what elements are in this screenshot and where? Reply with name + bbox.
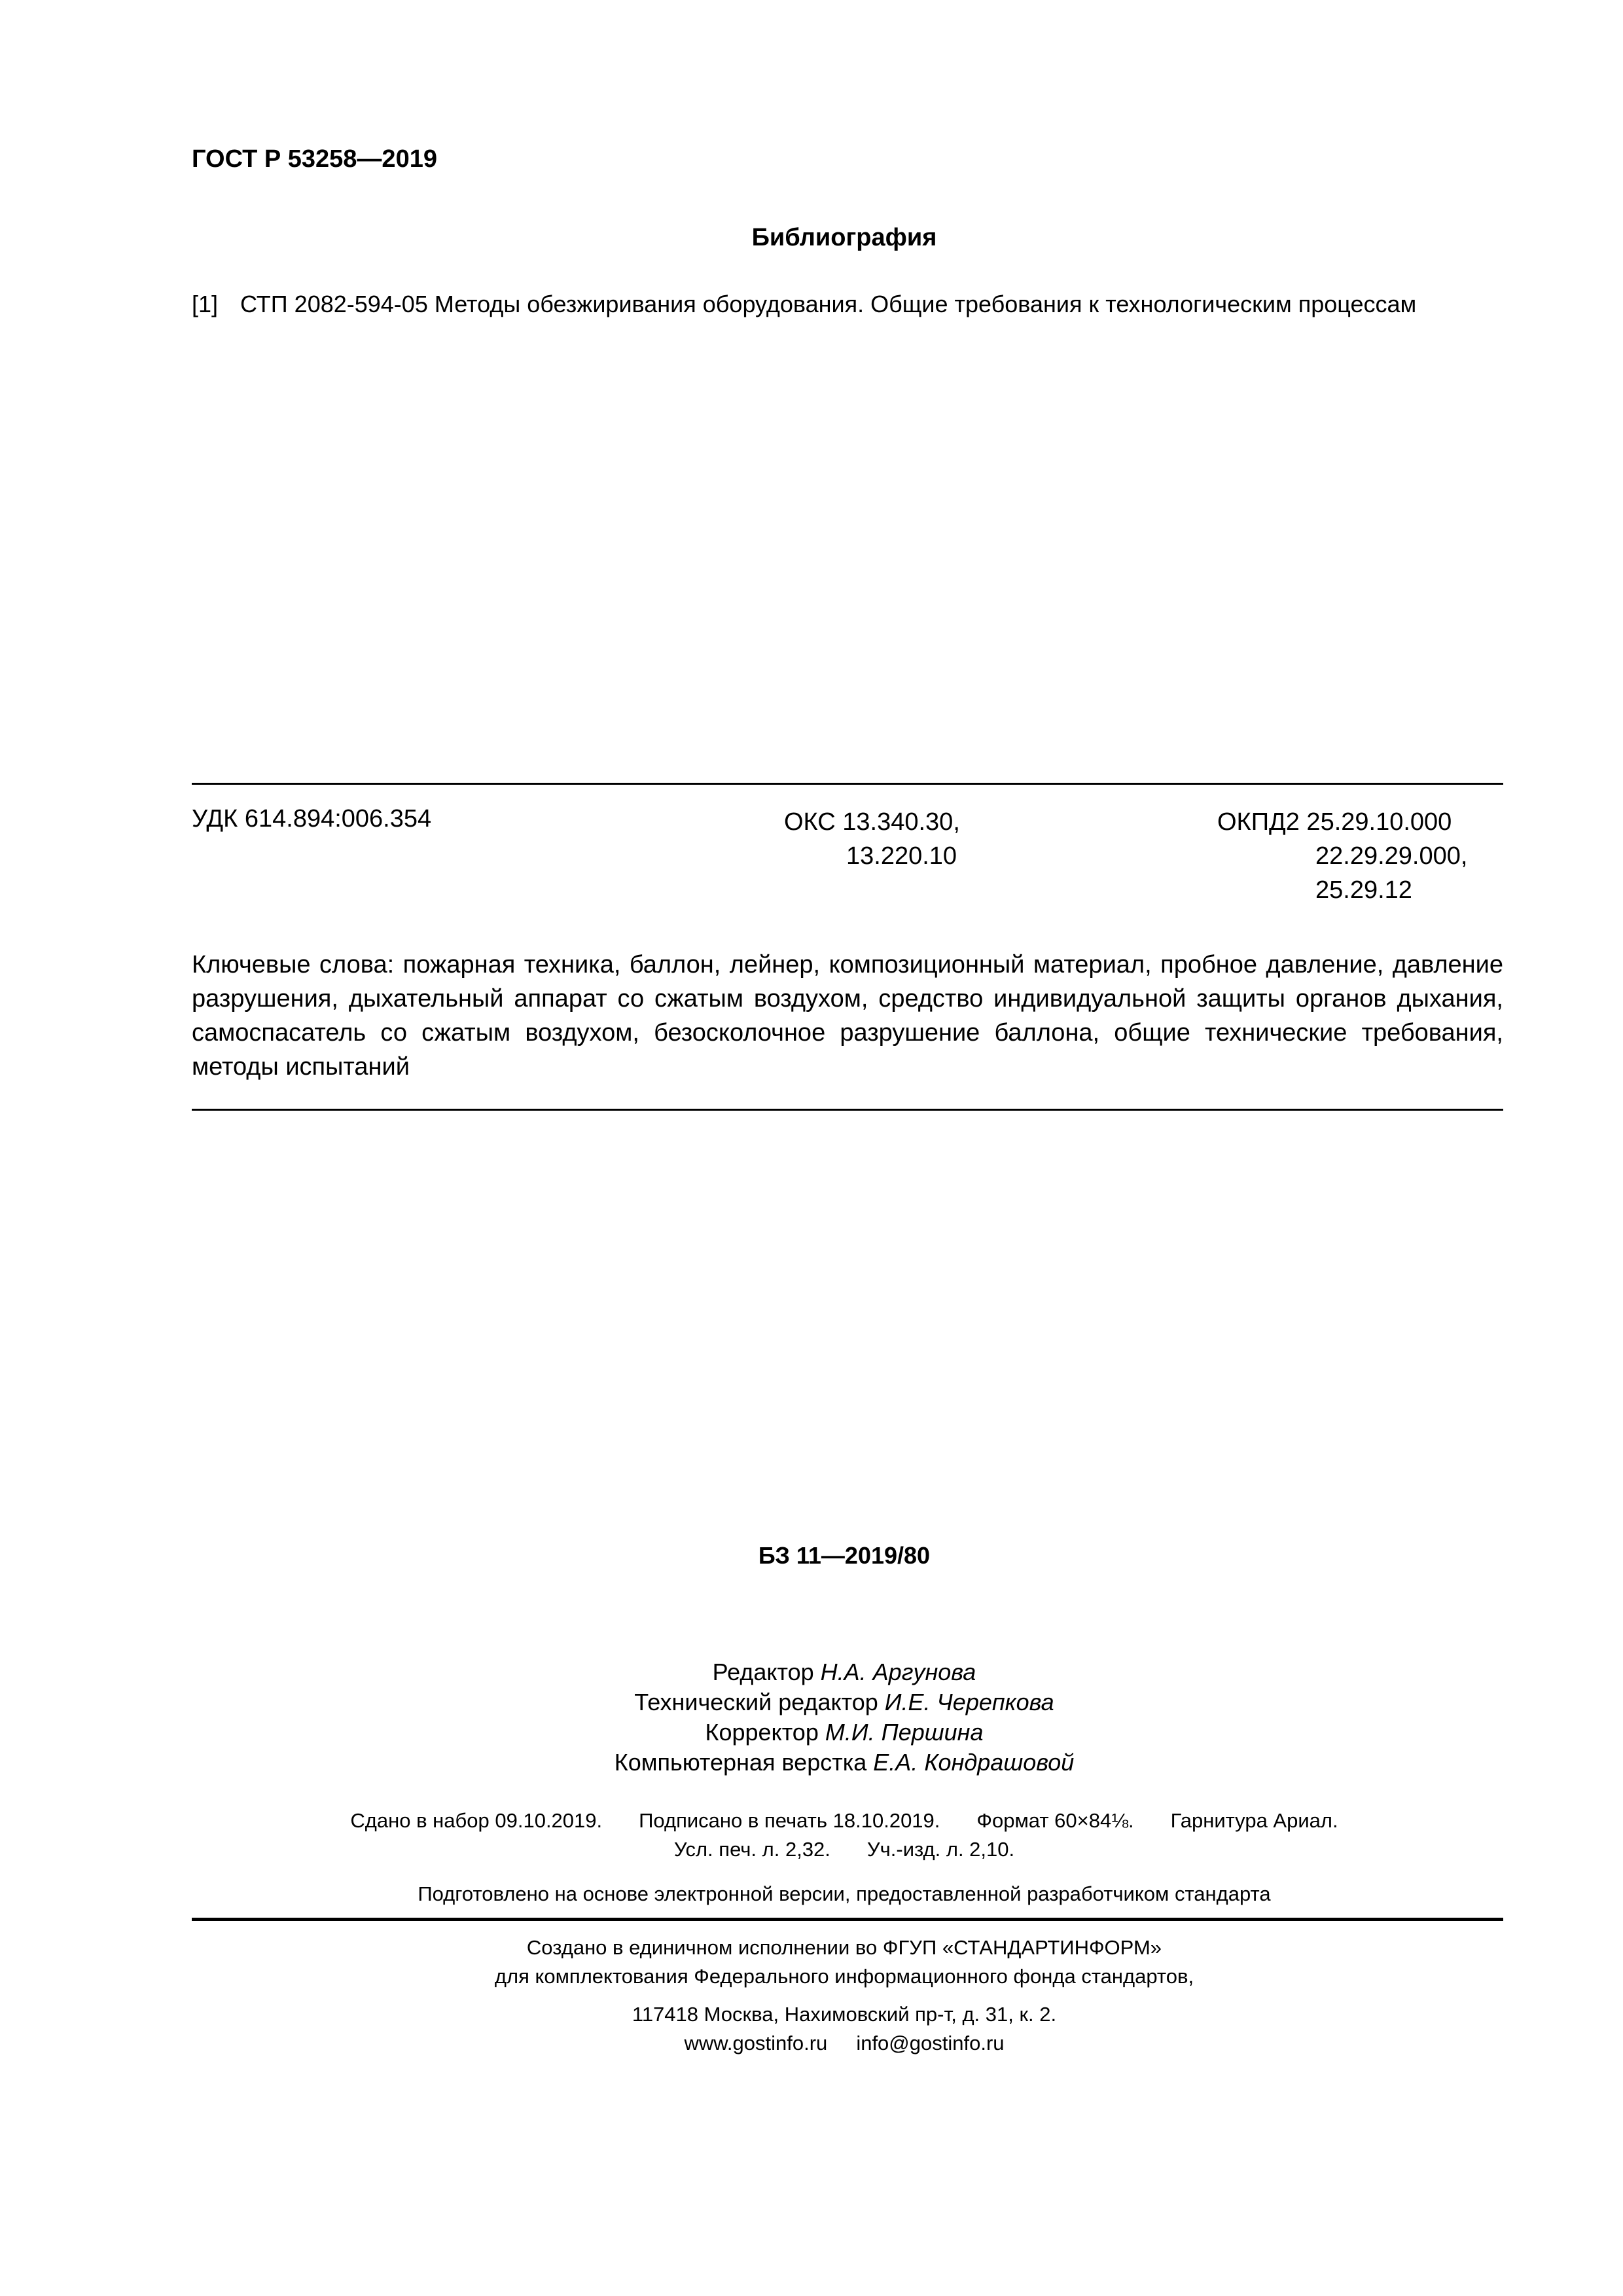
email-link[interactable]: info@gostinfo.ru	[856, 2032, 1005, 2054]
submitted-date: Сдано в набор 09.10.2019.	[350, 1809, 603, 1832]
credit-editor	[0, 1657, 1623, 1687]
postal-address: 117418 Москва, Нахимовский пр-т, д. 31, к. 2.	[632, 2003, 1057, 2026]
oks-code	[784, 805, 960, 873]
publisher-block	[0, 1933, 1623, 1991]
credits-block	[0, 1657, 1623, 1778]
prepared-note: Подготовлено на основе электронной версии, предоставленной разработчиком стандарта	[418, 1882, 1271, 1905]
credit-tech-editor-name: И.Е. Черепкова	[884, 1689, 1054, 1715]
divider-bottom	[192, 1109, 1503, 1111]
credit-corrector-name: М.И. Першина	[825, 1719, 984, 1746]
oks-code-line-1: ОКС 13.340.30,	[784, 808, 960, 836]
credit-layout	[0, 1748, 1623, 1778]
website-link[interactable]: www.gostinfo.ru	[684, 2032, 828, 2054]
bibliography-entry-number: [1]	[192, 291, 219, 317]
publisher-line-2: для комплектования Федерального информационного фонда стандартов,	[494, 1965, 1194, 1988]
credit-tech-editor-label: Технический редактор	[634, 1689, 878, 1715]
address-block	[0, 2000, 1623, 2058]
okpd-code-line-2: 22.29.29.000,	[1315, 842, 1468, 870]
divider-imprint	[192, 1918, 1503, 1921]
credit-layout-name: Е.А. Кондрашовой	[873, 1749, 1075, 1776]
print-info	[0, 1806, 1623, 1864]
bibliography-entry	[192, 291, 1416, 318]
divider-top	[192, 783, 1503, 785]
publisher-line-1: Создано в единичном исполнении во ФГУП «СТАНДАРТИНФОРМ»	[526, 1936, 1162, 1959]
credit-corrector-label: Корректор	[705, 1719, 819, 1746]
oks-code-line-2: 13.220.10	[846, 842, 957, 870]
bibliography-title: Библиография	[751, 224, 937, 251]
print-info-line-2	[0, 1835, 1623, 1864]
print-info-line-1	[0, 1806, 1623, 1835]
signed-date: Подписано в печать 18.10.2019.	[639, 1809, 940, 1832]
okpd-code	[1217, 805, 1467, 907]
print-sheets: Усл. печ. л. 2,32.	[673, 1838, 830, 1861]
credit-corrector	[0, 1717, 1623, 1748]
typeface: Гарнитура Ариал.	[1170, 1809, 1338, 1832]
credit-editor-name: Н.А. Аргунова	[820, 1659, 976, 1685]
keywords-paragraph: Ключевые слова: пожарная техника, баллон, лейнер, композиционный материал, пробное давление, давление разрушения, дыхательный аппарат со сжатым воздухом, средство индивидуальной защиты органов дыхания, самоспасатель со сжатым воздухом, безосколочное разрушение баллона, общие технические требования, методы испытаний	[192, 951, 1503, 1081]
publication-sheets: Уч.-изд. л. 2,10.	[866, 1838, 1015, 1861]
credit-editor-label: Редактор	[712, 1659, 814, 1685]
credit-layout-label: Компьютерная верстка	[614, 1749, 867, 1776]
credit-tech-editor	[0, 1687, 1623, 1717]
okpd-code-line-3: 25.29.12	[1315, 876, 1412, 904]
contact-line	[0, 2029, 1623, 2058]
document-code: ГОСТ Р 53258—2019	[192, 145, 437, 173]
paper-format: Формат 60×84⅛.	[976, 1809, 1134, 1832]
okpd-code-line-1: ОКПД2 25.29.10.000	[1217, 808, 1452, 836]
bibliography-entry-text: СТП 2082-594-05 Методы обезжиривания оборудования. Общие требования к технологическим процессам	[240, 291, 1417, 317]
bz-number: БЗ 11—2019/80	[758, 1542, 931, 1569]
udk-code: УДК 614.894:006.354	[192, 805, 432, 833]
